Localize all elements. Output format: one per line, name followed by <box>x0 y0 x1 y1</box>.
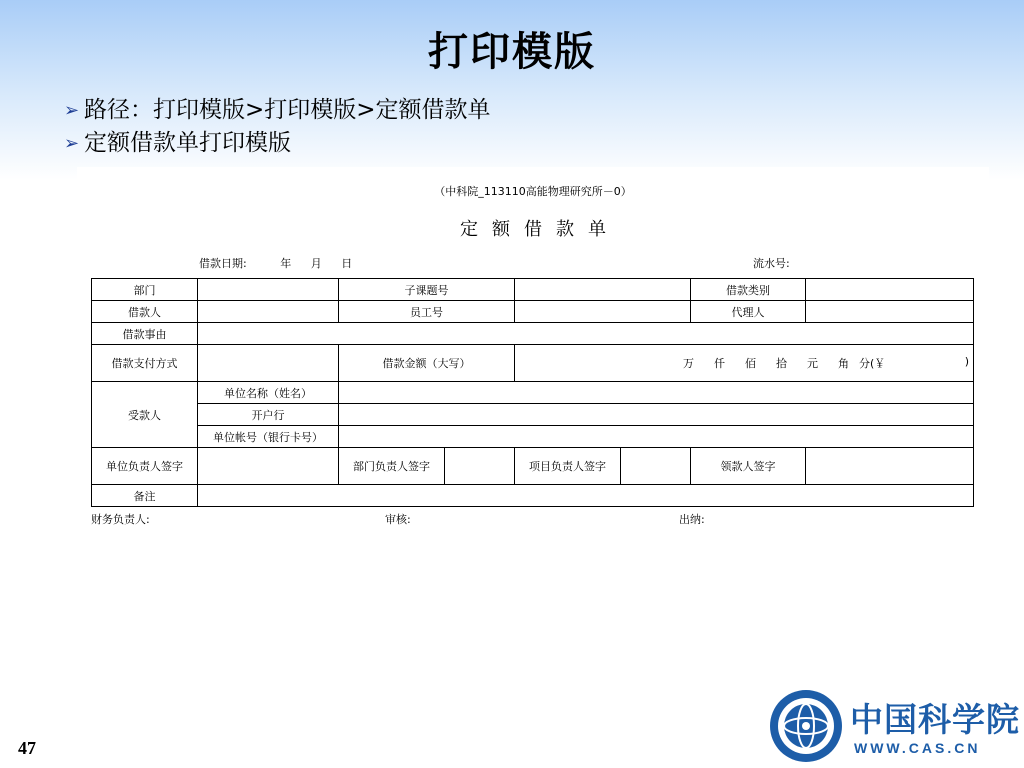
loan-date-month: 月 <box>310 257 322 270</box>
bullet-template-text: 定额借款单打印模版 <box>84 130 291 156</box>
bank-value <box>339 404 974 426</box>
bullet-arrow-icon: ➢ <box>64 100 80 121</box>
table-row <box>92 345 974 382</box>
loan-form-table <box>91 278 974 507</box>
table-row <box>92 426 974 448</box>
bullet-template <box>64 127 491 160</box>
employee-no-value <box>515 301 691 323</box>
payee-name-label: 单位名称（姓名） <box>198 382 339 404</box>
sub-project-label: 子课题号 <box>339 279 515 301</box>
table-row <box>92 323 974 345</box>
agent-value <box>806 301 974 323</box>
bank-label: 开户行 <box>198 404 339 426</box>
sign-unit-value <box>198 448 339 485</box>
cas-seal-icon <box>768 688 844 764</box>
slide-title: 打印模版 <box>428 29 596 75</box>
borrower-label: 借款人 <box>92 301 198 323</box>
payee-label: 受款人 <box>92 382 198 448</box>
bullet-list <box>64 94 491 160</box>
table-row <box>92 279 974 301</box>
payee-name-value <box>339 382 974 404</box>
table-row <box>92 448 974 485</box>
loan-form-document <box>77 167 989 527</box>
table-row <box>92 404 974 426</box>
amount-units <box>519 355 969 371</box>
loan-date <box>199 255 352 271</box>
sign-receiver-label: 领款人签字 <box>691 448 806 485</box>
sign-unit-label: 单位负责人签字 <box>92 448 198 485</box>
amount-upper-value <box>515 345 974 382</box>
dept-value <box>198 279 339 301</box>
sign-dept-label: 部门负责人签字 <box>339 448 445 485</box>
remark-label: 备注 <box>92 485 198 507</box>
cas-logo-name: 中国科学院 <box>850 700 1020 739</box>
amount-upper-label: 借款金额（大写） <box>339 345 515 382</box>
loan-type-value <box>806 279 974 301</box>
amount-unit: 万 <box>683 357 694 370</box>
loan-date-year: 年 <box>280 257 292 270</box>
amount-unit: 元 <box>807 357 818 370</box>
cas-logo <box>768 688 1018 763</box>
serial-number-label: 流水号: <box>753 257 790 270</box>
table-row <box>92 301 974 323</box>
amount-unit: 仟 <box>714 357 725 370</box>
bullet-arrow-icon: ➢ <box>64 133 80 154</box>
amount-fen: 分(￥ <box>859 357 886 370</box>
loan-date-day: 日 <box>341 257 353 270</box>
account-label: 单位帐号（银行卡号） <box>198 426 339 448</box>
table-row <box>92 485 974 507</box>
payment-method-value <box>198 345 339 382</box>
reason-label: 借款事由 <box>92 323 198 345</box>
remark-value <box>198 485 974 507</box>
form-title: 定额借款单 <box>460 219 620 240</box>
agent-label: 代理人 <box>691 301 806 323</box>
payment-method-label: 借款支付方式 <box>92 345 198 382</box>
sign-receiver-value <box>806 448 974 485</box>
employee-no-label: 员工号 <box>339 301 515 323</box>
sign-project-value <box>621 448 691 485</box>
borrower-value <box>198 301 339 323</box>
bullet-path-text: 路径：打印模版>打印模版>定额借款单 <box>84 97 491 123</box>
dept-label: 部门 <box>92 279 198 301</box>
bullet-path <box>64 94 491 127</box>
table-row <box>92 382 974 404</box>
sub-project-value <box>515 279 691 301</box>
reason-value <box>198 323 974 345</box>
amount-unit: 角 <box>838 357 849 370</box>
amount-unit: 拾 <box>776 357 787 370</box>
amount-unit: 佰 <box>745 357 756 370</box>
footer-cashier: 出纳: <box>679 513 705 526</box>
loan-date-label: 借款日期: <box>199 257 247 270</box>
loan-type-label: 借款类别 <box>691 279 806 301</box>
org-name: （中科院_113110高能物理研究所－0） <box>434 185 632 198</box>
footer-audit: 审核: <box>385 513 411 526</box>
sign-project-label: 项目负责人签字 <box>515 448 621 485</box>
page-number: 47 <box>18 738 36 758</box>
sign-dept-value <box>445 448 515 485</box>
cas-logo-url: WWW.CAS.CN <box>854 740 981 756</box>
amount-close: ) <box>964 355 969 368</box>
account-value <box>339 426 974 448</box>
footer-finance: 财务负责人: <box>91 513 150 526</box>
